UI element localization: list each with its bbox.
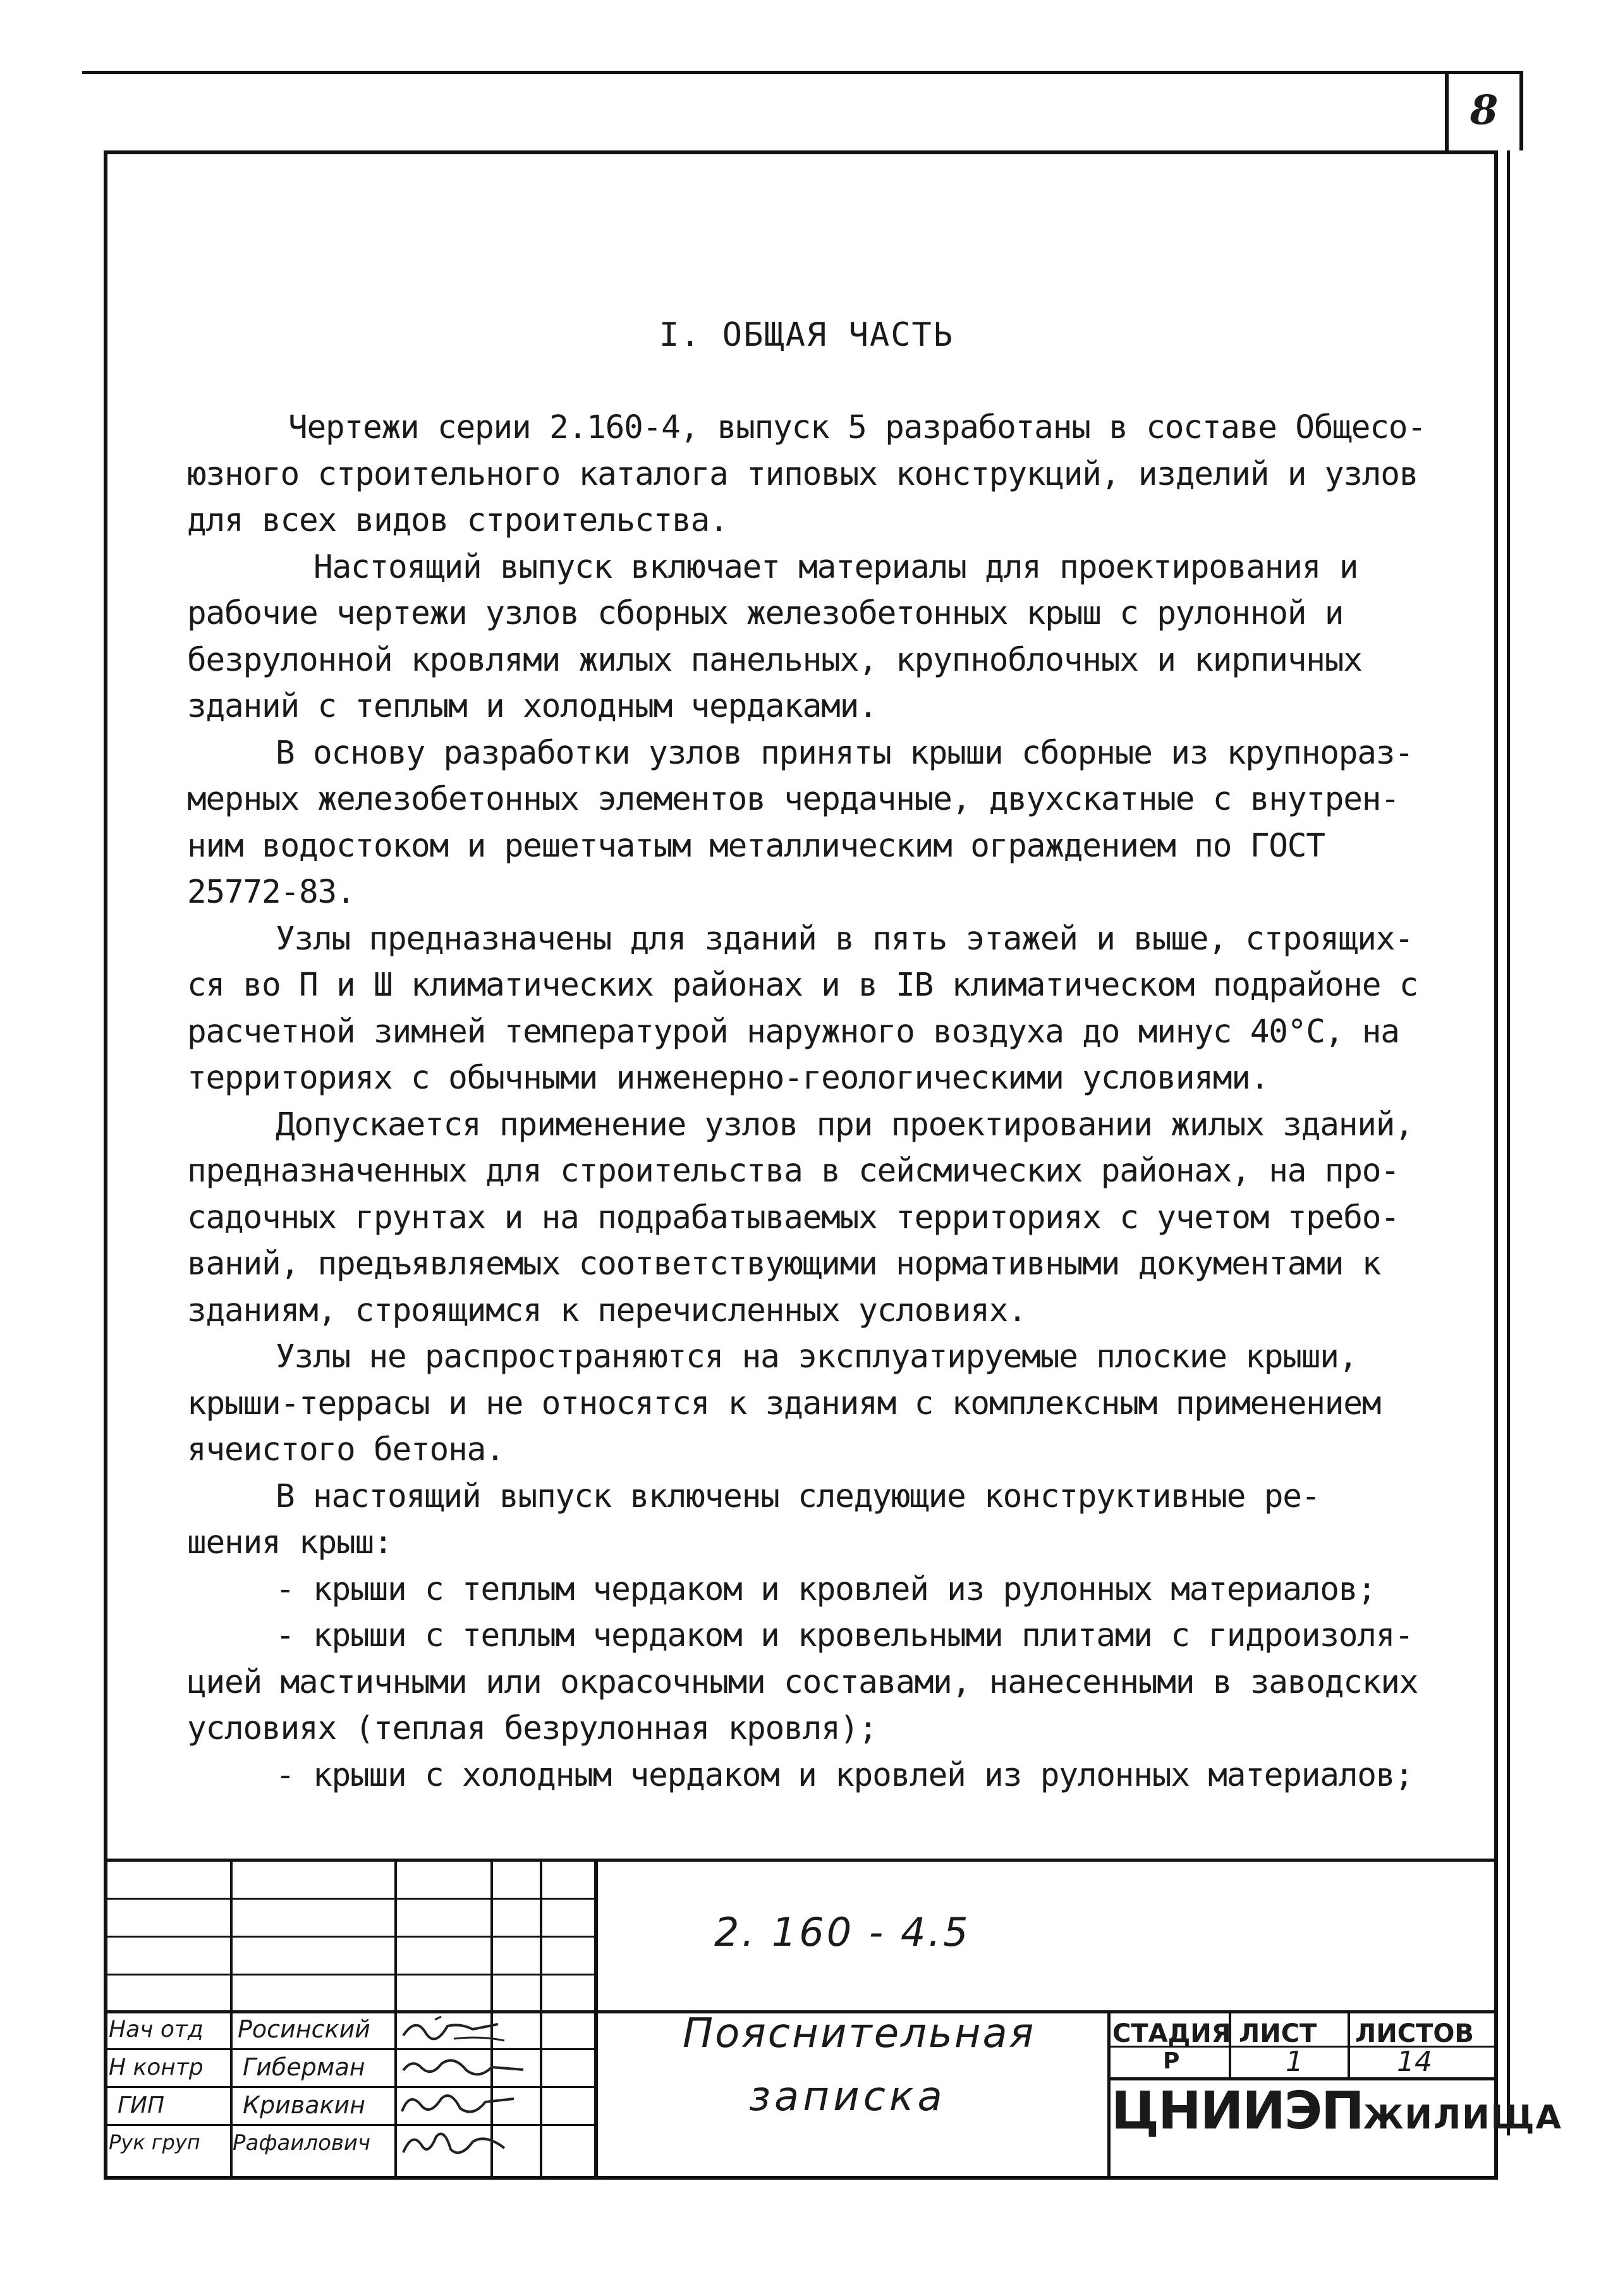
role-chief-engineer: ГИП (118, 2092, 165, 2118)
role-head-dept: Нач отд (109, 2017, 204, 2043)
document-name-line2: записка (749, 2073, 946, 2120)
text-line: ся во П и Ш климатических районах и в IВ климатическом подрайоне с (187, 967, 1418, 1004)
text-line: территориях с обычными инженерно-геологическими условиями. (187, 1059, 1269, 1097)
text-line: Чертежи серии 2.160-4, выпуск 5 разработаны в составе Общесо- (288, 409, 1426, 446)
text-line: предназначенных для строительства в сейсмических районах, на про- (187, 1152, 1399, 1190)
name-head-dept: Росинский (238, 2015, 370, 2043)
name-chief-engineer: Кривакин (243, 2091, 365, 2119)
sheets-header: ЛИСТОВ (1355, 2019, 1474, 2048)
section-title: I. ОБЩАЯ ЧАСТЬ (659, 316, 954, 354)
name-group-head: Рафаилович (233, 2130, 371, 2156)
signature-4 (397, 2124, 536, 2162)
sheet-header: ЛИСТ (1239, 2019, 1317, 2048)
document-name-line1: Пояснительная (683, 2010, 1036, 2057)
text-line: мерных железобетонных элементов чердачные, двухскатные с внутрен- (187, 781, 1399, 818)
text-line: условиях (теплая безрулонная кровля); (187, 1710, 877, 1747)
role-group-head: Рук груп (109, 2130, 200, 2154)
name-norm-control: Гиберман (243, 2053, 365, 2081)
text-line: В основу разработки узлов приняты крыши сборные из крупнораз- (276, 734, 1413, 772)
document-code: 2. 160 - 4.5 (714, 1909, 971, 1955)
text-line: Узлы предназначены для зданий в пять этажей и выше, строящих- (276, 920, 1413, 958)
text-line: безрулонной кровлями жилых панельных, крупноблочных и кирпичных (187, 641, 1362, 679)
signature-1 (397, 2010, 536, 2048)
signature-3 (397, 2086, 536, 2124)
text-line: юзного строительного каталога типовых конструкций, изделий и узлов (187, 455, 1418, 493)
text-line: ячеистого бетона. (187, 1431, 504, 1469)
text-line: - крыши с теплым чердаком и кровельными плитами с гидроизоля- (276, 1617, 1413, 1654)
text-line: В настоящий выпуск включены следующие конструктивные ре- (276, 1477, 1320, 1515)
signature-2 (397, 2048, 536, 2086)
text-line: ним водостоком и решетчатым металлическим ограждением по ГОСТ (187, 827, 1325, 865)
organization-name: ЦНИИЭПЖИЛИЩА (1111, 2081, 1562, 2141)
text-line: шения крыш: (187, 1524, 393, 1561)
stage-value: Р (1163, 2048, 1180, 2074)
text-line: для всех видов строительства. (187, 502, 728, 539)
text-line: зданий с теплым и холодным чердаками. (187, 688, 877, 725)
text-line: - крыши с холодным чердаком и кровлей из рулонных материалов; (276, 1756, 1413, 1794)
body-text (187, 405, 1489, 1798)
text-line: крыши-террасы и не относятся к зданиям с комплексным применением (187, 1384, 1381, 1422)
text-line: - крыши с теплым чердаком и кровлей из рулонных материалов; (276, 1570, 1376, 1608)
text-line: садочных грунтах и на подрабатываемых территориях с учетом требо- (187, 1199, 1399, 1237)
sheet-value: 1 (1286, 2046, 1303, 2078)
right-margin-line (1507, 150, 1510, 2135)
sheets-value: 14 (1397, 2046, 1432, 2078)
sheet-number: 8 (1445, 71, 1523, 150)
text-line: Узлы не распространяются на эксплуатируемые плоские крыши, (276, 1338, 1358, 1376)
text-line: рабочие чертежи узлов сборных железобетонных крыш с рулонной и (187, 595, 1344, 632)
text-line: Допускается применение узлов при проектировании жилых зданий, (276, 1106, 1413, 1144)
text-line: расчетной зимней температурой наружного воздуха до минус 40°С, на (187, 1013, 1399, 1051)
text-line: зданиям, строящимся к перечисленных условиях. (187, 1292, 1026, 1329)
text-line: ваний, предъявляемых соответствующими нормативными документами к (187, 1245, 1381, 1283)
top-border-line (82, 71, 1523, 74)
stage-header: СТАДИЯ (1112, 2019, 1231, 2048)
text-line: цией мастичными или окрасочными составами, нанесенными в заводских (187, 1663, 1418, 1701)
text-line: Настоящий выпуск включает материалы для проектирования и (313, 548, 1358, 586)
role-norm-control: Н контр (109, 2055, 204, 2080)
text-line: 25772-83. (187, 874, 355, 911)
